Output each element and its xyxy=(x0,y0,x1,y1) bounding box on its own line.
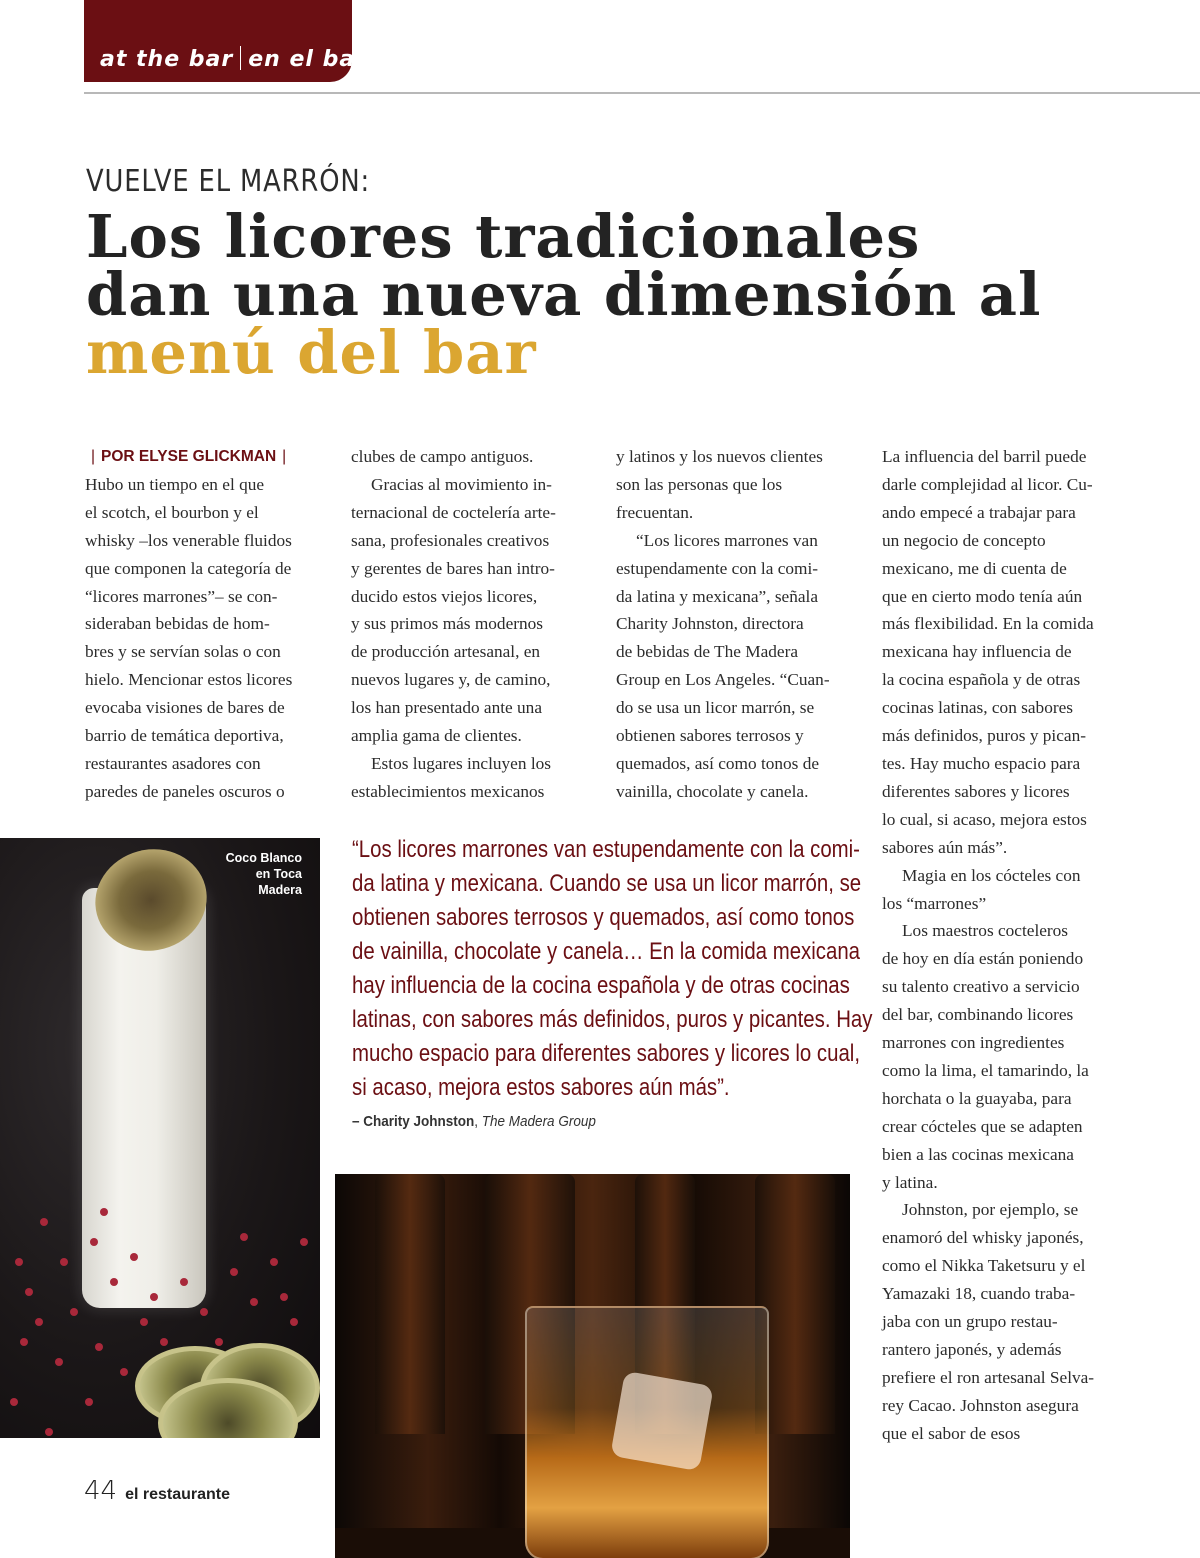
body-text-line: La influencia del barril puede xyxy=(882,447,1087,466)
byline-pipe-left: | xyxy=(91,448,96,465)
pull-quote-line: “Los licores marrones van estupendamente con la comi- xyxy=(352,836,860,863)
section-tab-english: at the bar xyxy=(100,47,234,72)
body-text-line: rey Cacao. Johnston asegura xyxy=(882,1395,1079,1415)
body-text-line: la cocina española y de otras xyxy=(882,670,1081,690)
body-text-line: paredes de paneles oscuros o xyxy=(85,781,285,801)
peppercorn xyxy=(130,1253,138,1261)
body-text-line: da latina y mexicana”, señala xyxy=(616,586,818,606)
body-text-line: mexicano, me di cuenta de xyxy=(882,558,1067,578)
body-text-line: estupendamente con la comi- xyxy=(616,558,819,578)
photo-caption-line: Madera xyxy=(258,883,302,897)
pull-quote-attribution: – Charity Johnston, The Madera Group xyxy=(352,1113,596,1130)
headline-line-3: menú del bar xyxy=(86,318,537,387)
section-tab xyxy=(84,0,368,82)
photo-caption-line: en Toca xyxy=(255,867,302,881)
body-column-4 xyxy=(882,443,1118,1448)
peppercorn xyxy=(85,1398,93,1406)
peppercorn xyxy=(140,1318,148,1326)
header-rule xyxy=(84,92,1200,94)
peppercorn xyxy=(180,1278,188,1286)
byline-pipe-right: | xyxy=(282,448,287,465)
body-text-line: darle complejidad al licor. Cu- xyxy=(882,474,1093,494)
body-text-line: cocinas latinas, con sabores xyxy=(882,698,1073,718)
pull-quote-line: obtienen sabores terrosos y quemados, así como tonos xyxy=(352,904,855,931)
body-text-line: crear cócteles que se adapten xyxy=(882,1116,1083,1136)
peppercorn xyxy=(15,1258,23,1266)
body-text-line: ternacional de coctelería arte- xyxy=(351,502,556,522)
bottle xyxy=(375,1174,445,1434)
peppercorn xyxy=(95,1343,103,1351)
body-text-line: nuevos lugares y, de camino, xyxy=(351,670,551,690)
peppercorn xyxy=(35,1318,43,1326)
body-text-line: mexicana hay influencia de xyxy=(882,642,1072,662)
body-text-line: obtienen sabores terrosos y xyxy=(616,726,804,746)
peppercorn xyxy=(300,1238,308,1246)
body-text-line: que en cierto modo tenía aún xyxy=(882,586,1083,606)
body-column-2 xyxy=(351,443,587,806)
body-text-line: bien a las cocinas mexicana xyxy=(882,1144,1074,1164)
cocktail-photo xyxy=(0,838,320,1438)
body-text-line: rantero japonés, y además xyxy=(882,1340,1062,1359)
body-text-line: ducido estos viejos licores, xyxy=(351,586,538,606)
peppercorn xyxy=(70,1308,78,1316)
peppercorn xyxy=(280,1293,288,1301)
body-text-line: los han presentado ante una xyxy=(351,698,542,718)
body-text-line: más definidos, puros y pican- xyxy=(882,726,1086,746)
peppercorn xyxy=(20,1338,28,1346)
body-text-line: sana, profesionales creativos xyxy=(351,530,550,550)
body-text-line: sabores aún más”. xyxy=(882,837,1008,857)
body-text-line: evocaba visiones de bares de xyxy=(85,698,285,718)
peppercorn xyxy=(200,1308,208,1316)
body-text-line: Charity Johnston, directora xyxy=(616,614,804,634)
headline-line-2: dan una nueva dimensión al xyxy=(86,260,1042,329)
body-text-line: horchata o la guayaba, para xyxy=(882,1088,1072,1108)
pull-quote-line: mucho espacio para diferentes sabores y licores lo cual, xyxy=(352,1040,861,1067)
body-text-line: lo cual, si acaso, mejora estos xyxy=(882,809,1087,829)
photo-caption xyxy=(226,850,302,898)
pull-quote-line: hay influencia de la cocina española y de otras cocinas xyxy=(352,972,850,999)
peppercorn xyxy=(60,1258,68,1266)
body-text-line: que el sabor de esos xyxy=(882,1423,1021,1443)
body-text-line: frecuentan. xyxy=(616,502,694,522)
peppercorn xyxy=(290,1318,298,1326)
body-text-line: tes. Hay mucho espacio para xyxy=(882,753,1081,773)
peppercorn xyxy=(40,1218,48,1226)
body-text-line: “licores marrones”– se con- xyxy=(85,586,278,606)
section-tab-label xyxy=(100,46,367,72)
body-text-line: “Los licores marrones van xyxy=(636,530,818,550)
pull-quote-line: de vainilla, chocolate y canela… En la comida mexicana xyxy=(352,938,861,965)
byline xyxy=(85,443,321,471)
headline-line-1: Los licores tradicionales xyxy=(86,202,921,271)
body-text-line: bres y se servían solas o con xyxy=(85,642,281,662)
peppercorn xyxy=(240,1233,248,1241)
peppercorn xyxy=(45,1428,53,1436)
publication-name: el restaurante xyxy=(125,1486,231,1503)
byline-author: POR ELYSE GLICKMAN xyxy=(101,448,277,465)
body-text-line: de producción artesanal, en xyxy=(351,642,541,662)
body-text-line: Estos lugares incluyen los xyxy=(371,753,551,773)
body-text-line: Magia en los cócteles con xyxy=(902,865,1081,885)
body-text-line: de hoy en día están poniendo xyxy=(882,949,1084,969)
body-text-line: más flexibilidad. En la comida xyxy=(882,614,1094,634)
body-text-line: jaba con un grupo restau- xyxy=(882,1312,1058,1332)
body-text-line: y sus primos más modernos xyxy=(351,614,544,634)
peppercorn xyxy=(55,1358,63,1366)
attribution-dash: – xyxy=(352,1113,364,1130)
body-text-line: hielo. Mencionar estos licores xyxy=(85,670,293,690)
pull-quote-line: latinas, con sabores más definidos, puros y picantes. Hay xyxy=(352,1006,873,1033)
peppercorn xyxy=(150,1293,158,1301)
body-text-line: vainilla, chocolate y canela. xyxy=(616,781,809,801)
body-text-line: Gracias al movimiento in- xyxy=(371,474,552,494)
body-text-line: y latina. xyxy=(882,1172,938,1192)
body-text-line: whisky –los venerable fluidos xyxy=(85,530,292,550)
peppercorn xyxy=(160,1338,168,1346)
attribution-name: Charity Johnston xyxy=(363,1113,475,1130)
body-text-line: diferentes sabores y licores xyxy=(882,781,1070,801)
peppercorn xyxy=(250,1298,258,1306)
body-text-line: Johnston, por ejemplo, se xyxy=(902,1200,1079,1220)
pull-quote xyxy=(352,833,873,1105)
photo-caption-line: Coco Blanco xyxy=(225,851,302,865)
tab-divider xyxy=(240,46,241,70)
body-text-line: y gerentes de bares han intro- xyxy=(351,558,555,578)
body-text-line: que componen la categoría de xyxy=(85,558,292,578)
peppercorn xyxy=(230,1268,238,1276)
body-text-line: sideraban bebidas de hom- xyxy=(85,614,270,634)
body-text-line: como el Nikka Taketsuru y el xyxy=(882,1256,1086,1276)
body-column-1 xyxy=(85,443,321,806)
body-text-line: su talento creativo a servicio xyxy=(882,977,1080,997)
headline xyxy=(86,202,1086,387)
peppercorn xyxy=(270,1258,278,1266)
peppercorn xyxy=(100,1208,108,1216)
body-text-line: Hubo un tiempo en el que xyxy=(85,474,265,494)
body-text-line: y latinos y los nuevos clientes xyxy=(616,447,823,466)
peppercorn xyxy=(120,1368,128,1376)
peppercorn xyxy=(10,1398,18,1406)
body-text-line: clubes de campo antiguos. xyxy=(351,447,534,466)
body-text-line: los “marrones” xyxy=(882,893,987,913)
attribution-org: The Madera Group xyxy=(481,1113,596,1130)
body-text-line: del bar, combinando licores xyxy=(882,1005,1074,1025)
whisky-photo xyxy=(335,1174,850,1558)
peppercorn xyxy=(110,1278,118,1286)
body-text-line: el scotch, el bourbon y el xyxy=(85,502,259,522)
body-text-line: restaurantes asadores con xyxy=(85,753,261,773)
body-text-line: Los maestros cocteleros xyxy=(902,921,1069,941)
body-text-line: Yamazaki 18, cuando traba- xyxy=(882,1284,1076,1304)
ice-cube xyxy=(610,1371,714,1471)
peppercorn xyxy=(215,1338,223,1346)
body-text-line: Group en Los Angeles. “Cuan- xyxy=(616,670,830,690)
body-text-line: do se usa un licor marrón, se xyxy=(616,698,815,718)
pull-quote-line: da latina y mexicana. Cuando se usa un licor marrón, se xyxy=(352,870,862,897)
cocktail-glass xyxy=(82,888,206,1308)
pull-quote-line: si acaso, mejora estos sabores aún más”. xyxy=(352,1074,730,1101)
page-number: 44 xyxy=(84,1476,118,1506)
body-text-line: prefiere el ron artesanal Selva- xyxy=(882,1367,1095,1387)
page-folio xyxy=(84,1476,230,1506)
peppercorn xyxy=(25,1288,33,1296)
kicker: VUELVE EL MARRÓN: xyxy=(86,164,371,199)
body-text-line: enamoró del whisky japonés, xyxy=(882,1228,1084,1248)
body-text-line: amplia gama de clientes. xyxy=(351,726,522,746)
rocks-glass xyxy=(525,1306,769,1558)
body-text-line: ando empecé a trabajar para xyxy=(882,502,1076,522)
body-text-line: quemados, así como tonos de xyxy=(616,753,820,773)
body-text-line: barrio de temática deportiva, xyxy=(85,726,284,746)
body-text-line: de bebidas de The Madera xyxy=(616,642,799,662)
body-text-line: como la lima, el tamarindo, la xyxy=(882,1060,1089,1080)
peppercorn xyxy=(90,1238,98,1246)
body-text-line: son las personas que los xyxy=(616,474,783,494)
body-text-line: marrones con ingredientes xyxy=(882,1033,1065,1053)
body-text-line: un negocio de concepto xyxy=(882,530,1046,550)
body-text-line: establecimientos mexicanos xyxy=(351,781,545,801)
body-column-3 xyxy=(616,443,852,806)
section-tab-spanish: en el bar xyxy=(248,47,368,72)
